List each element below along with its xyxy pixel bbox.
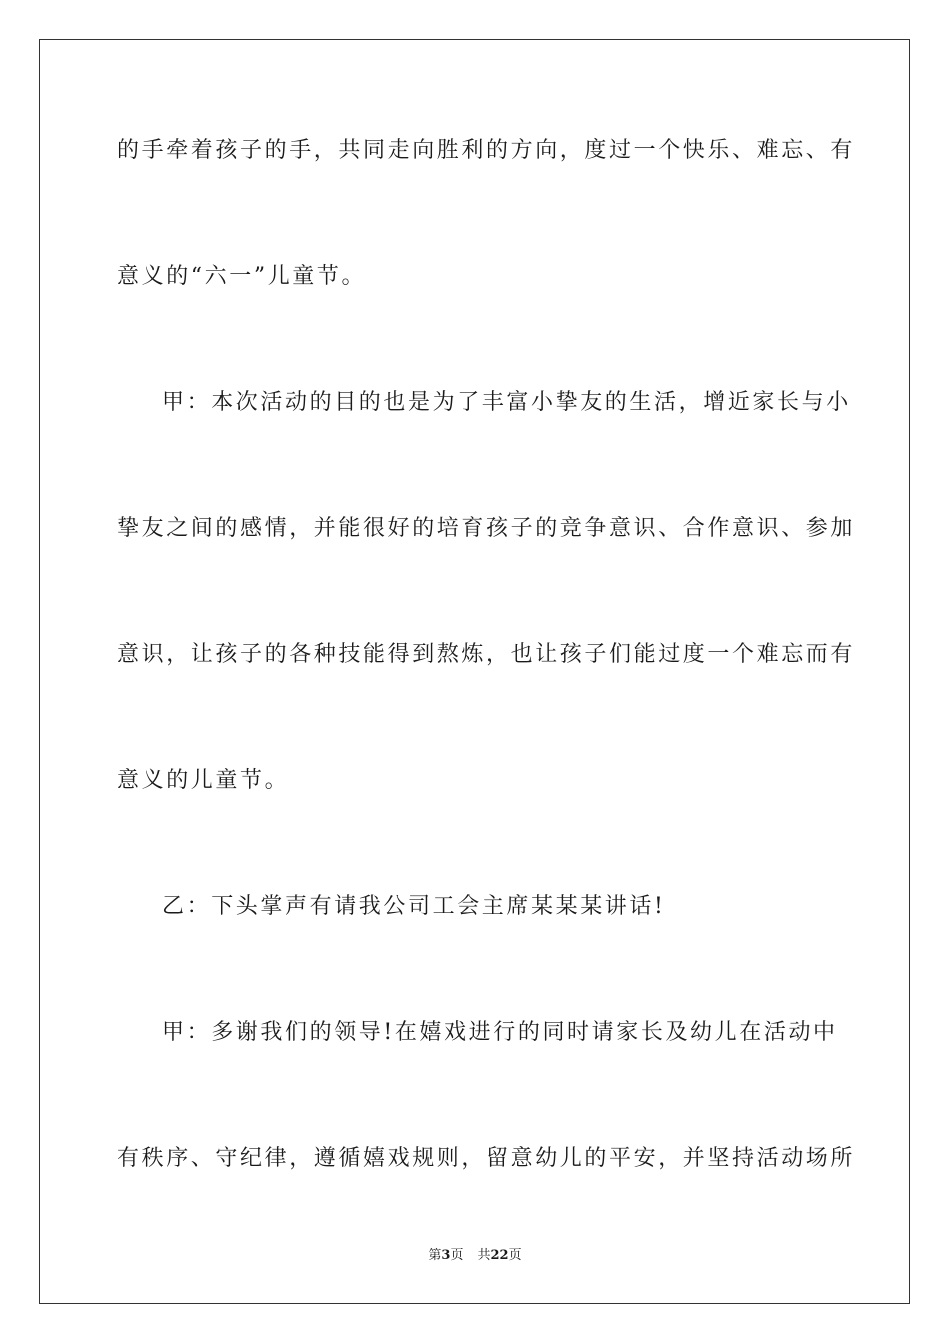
body-text-line-7: 乙：下头掌声有请我公司工会主席某某某讲话! <box>162 894 666 919</box>
body-text-line-4: 挚友之间的感情，并能很好的培育孩子的竞争意识、合作意识、参加 <box>117 516 856 541</box>
footer-total-pages: 22 <box>490 1248 509 1263</box>
footer-page-prefix: 第 <box>428 1248 442 1263</box>
footer-page-number: 3 <box>441 1248 451 1263</box>
body-text-line-1: 的手牵着孩子的手，共同走向胜利的方向，度过一个快乐、难忘、有 <box>117 138 856 163</box>
body-text-line-6: 意义的儿童节。 <box>117 768 290 793</box>
body-text-line-3: 甲：本次活动的目的也是为了丰富小挚友的生活，增近家长与小 <box>162 390 851 415</box>
footer-page-suffix: 页 <box>450 1248 464 1263</box>
page-border <box>39 39 910 1304</box>
body-text-line-2: 意义的“六一”儿童节。 <box>117 264 367 289</box>
footer-total-prefix: 共 <box>477 1248 491 1263</box>
page-footer <box>0 1247 950 1265</box>
body-text-line-9: 有秩序、守纪律，遵循嬉戏规则，留意幼儿的平安，并坚持活动场所 <box>117 1146 856 1171</box>
body-text-line-5: 意识，让孩子的各种技能得到熬炼，也让孩子们能过度一个难忘而有 <box>117 642 856 667</box>
body-text-line-8: 甲：多谢我们的领导!在嬉戏进行的同时请家长及幼儿在活动中 <box>162 1020 838 1045</box>
footer-total-suffix: 页 <box>508 1248 522 1263</box>
